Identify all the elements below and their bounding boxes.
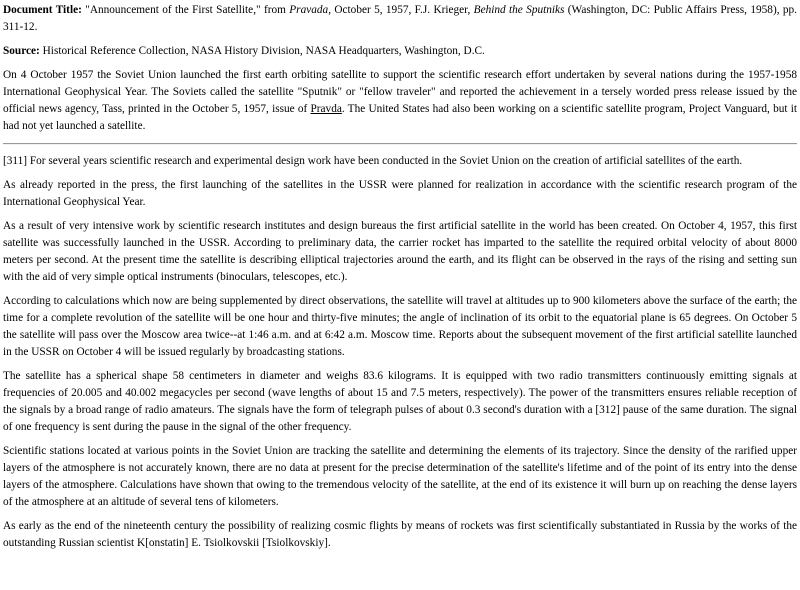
text-run: As already reported in the press, the first launching of the satellites in the USSR were planned for realization in accordance with the scientific research program of the International Geophysical Year.: [3, 179, 797, 208]
document-title-line: [3, 2, 797, 36]
italic-run: Pravada: [289, 4, 329, 16]
text-run: Historical Reference Collection, NASA History Division, NASA Headquarters, Washington, D.C.: [39, 45, 485, 57]
text-run: Scientific stations located at various points in the Soviet Union are tracking the satellite and determining the elements of its trajectory. Since the density of the rarified upper layers of the atmosphere is not accurately known, there are no data at present for the precise determination of the satellite's lifetime and of the point of its entry into the dense layers of the atmosphere. Calculations have shown that owing to the tremendous velocity of the satellite, at the end of its existence it will burn up on reaching the dense layers of the atmosphere at an altitude of several tens of kilometers.: [3, 445, 797, 508]
body-paragraph-tracking: [3, 443, 797, 511]
body-paragraph-launch-result: [3, 218, 797, 286]
source-line: [3, 43, 797, 60]
text-run: [311] For several years scientific research and experimental design work have been conducted in the Soviet Union on the creation of artificial satellites of the earth.: [3, 155, 743, 167]
underline-run: Pravda: [310, 103, 342, 115]
text-run: As early as the end of the nineteenth century the possibility of realizing cosmic flights by means of rockets was first scientifically substantiated in Russia by the works of the outstanding Russian scientist K[onstatin] E. Tsiolkovskii [Tsiolkovskiy].: [3, 520, 797, 549]
body-paragraph-tsiolkovskii: [3, 518, 797, 552]
intro-paragraph: [3, 67, 797, 135]
body-paragraph-orbit-details: [3, 293, 797, 361]
text-run: . The United States had also been working on a scientific satellite program, Project Vanguard, but it had not yet launched a satellite.: [3, 103, 797, 132]
text-run: (Washington, DC: Public Affairs Press, 1958), pp. 311-12.: [3, 4, 798, 33]
section-divider: [3, 143, 797, 145]
body-paragraph-311: [3, 153, 797, 170]
text-run: As a result of very intensive work by scientific research institutes and design bureaus the first artificial satellite in the world has been created. On October 4, 1957, this first satellite was successfully launched in the USSR. According to preliminary data, the carrier rocket has imparted to the satellite the required orbital velocity of about 8000 meters per second. At the present time the satellite is describing elliptical trajectories around the earth, and its flight can be observed in the rays of the rising and setting sun with the aid of very simple optical instruments (binoculars, telescopes, etc.).: [3, 220, 797, 283]
document-page: [3, 2, 797, 552]
body-paragraph-planned-launch: [3, 177, 797, 211]
text-run: The satellite has a spherical shape 58 centimeters in diameter and weighs 83.6 kilograms. It is equipped with two radio transmitters continuously emitting signals at frequencies of 20.005 and 40.002 megacycles per second (wave lengths of about 15 and 7.5 meters, respectively). The power of the transmitters ensures reliable reception of the signals by a broad range of radio amateurs. The signals have the form of telegraph pulses of about 0.3 second's duration with a [312] pause of the same duration. The signal of one frequency is sent during the pause in the signal of the other frequency.: [3, 370, 797, 433]
text-run: "Announcement of the First Satellite," from: [81, 4, 290, 16]
text-run: According to calculations which now are being supplemented by direct observations, the satellite will travel at altitudes up to 900 kilometers above the surface of the earth; the time for a complete revolution of the satellite will be one hour and thirty-five minutes; the angle of inclination of its orbit to the equatorial plane is 65 degrees. On October 5 the satellite will pass over the Moscow area twice--at 1:46 a.m. and at 6:42 a.m. Moscow time. Reports about the subsequent movement of the first artificial satellite launched in the USSR on October 4 will be issued regularly by broadcasting stations.: [3, 295, 797, 358]
body-paragraph-satellite-specs: [3, 368, 797, 436]
italic-run: Behind the Sputniks: [473, 4, 565, 16]
bold-run: Source:: [3, 45, 40, 57]
text-run: , October 5, 1957, F.J. Krieger,: [328, 4, 474, 16]
text-run: On 4 October 1957 the Soviet Union launched the first earth orbiting satellite to support the scientific research effort undertaken by several nations during the 1957-1958 International Geophysical Year. The Soviets called the satellite "Sputnik" or "fellow traveler" and reported the achievement in a tersely worded press release issued by the official news agency, Tass, printed in the October 5, 1957, issue of: [3, 69, 797, 115]
bold-run: Document Title:: [3, 4, 82, 16]
